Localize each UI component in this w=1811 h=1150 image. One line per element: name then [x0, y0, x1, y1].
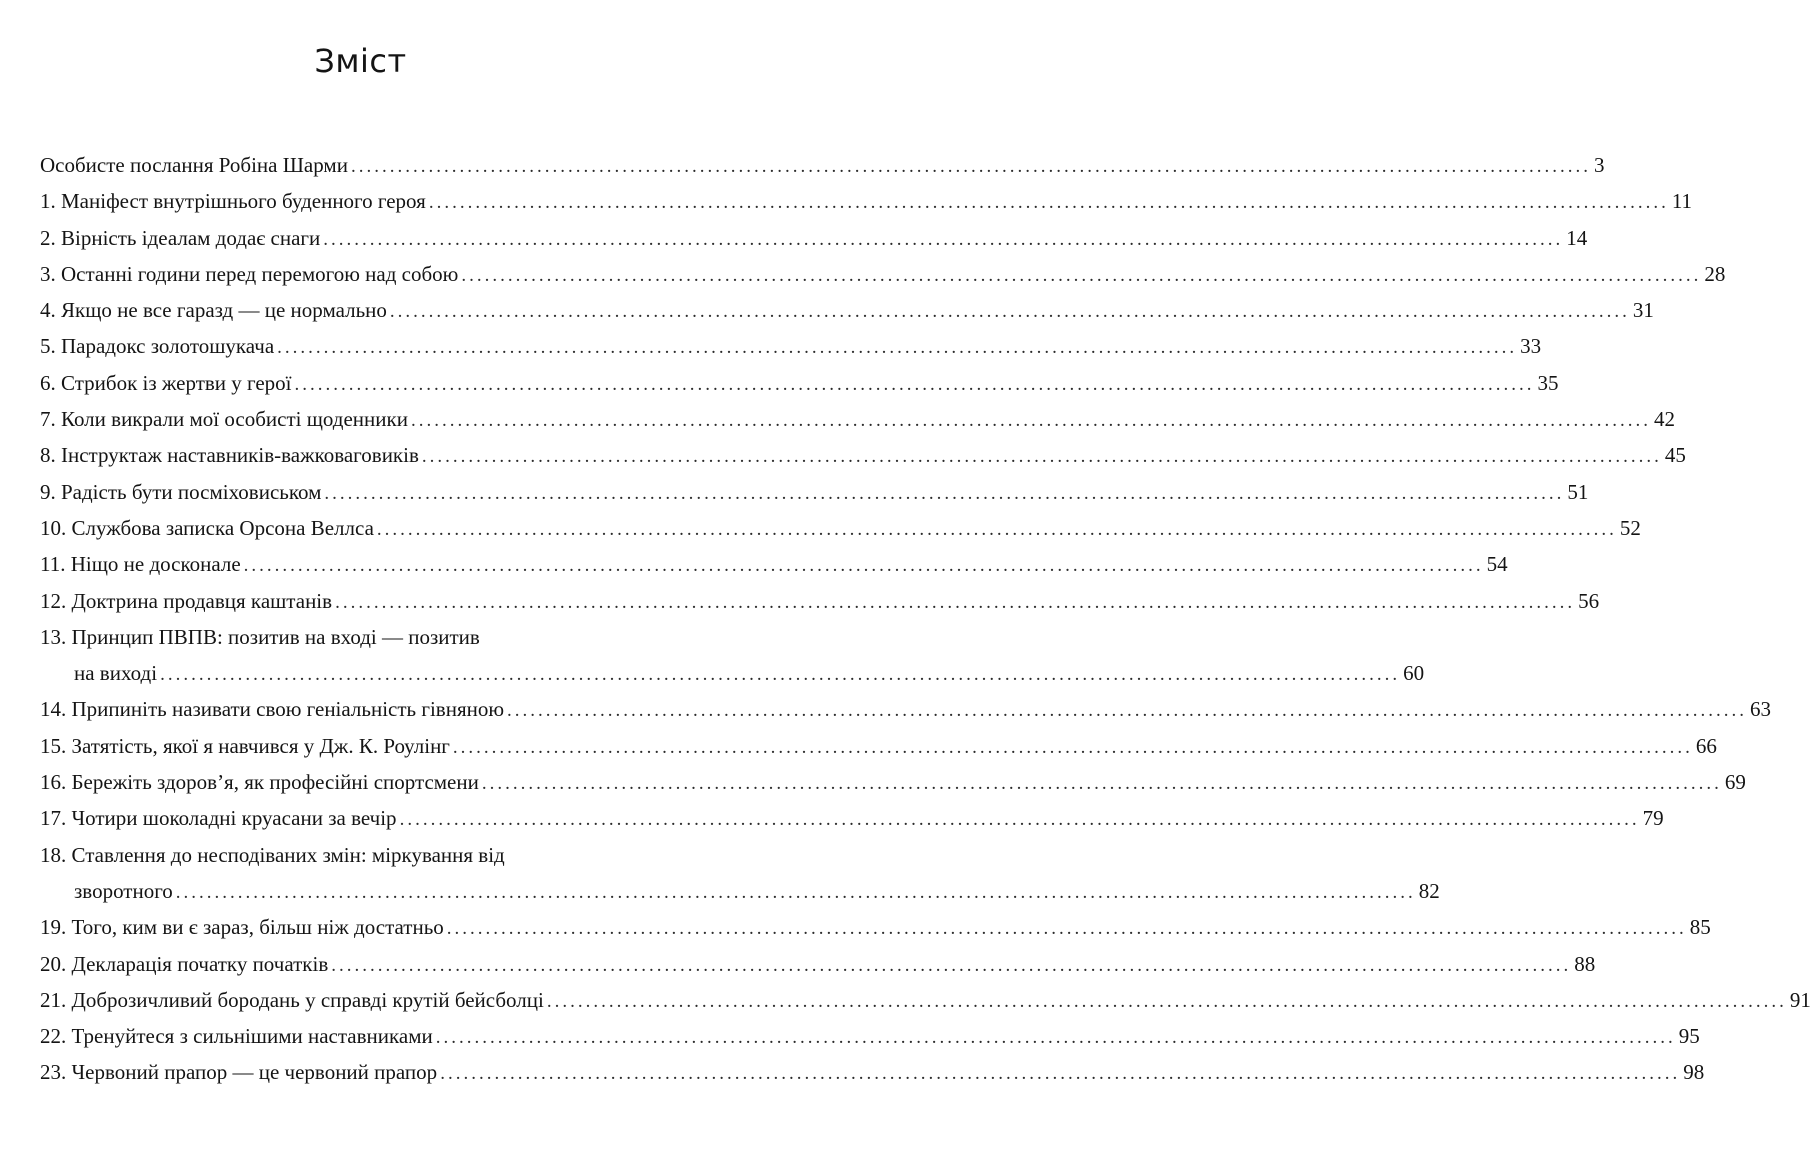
dot-leader: ................................................................................................................................................................	[335, 591, 1576, 613]
dot-leader: ................................................................................................................................................................	[435, 1027, 1676, 1049]
dot-leader: ................................................................................................................................................................	[452, 736, 1693, 758]
toc-entry-title: 9. Радість бути посміховиськом	[40, 479, 322, 504]
dot-leader: ................................................................................................................................................................	[399, 809, 1640, 831]
toc-page-number: 3	[1593, 153, 1605, 177]
toc-page-number: 60	[1403, 661, 1425, 686]
toc-entry-title: 23. Червоний прапор — це червоний прапор	[40, 1060, 438, 1085]
dot-leader: ................................................................................................................................................................	[243, 555, 1484, 577]
toc-entry-title: 2. Вірність ідеалам додає снаги	[40, 225, 321, 250]
toc-entry	[40, 328, 1542, 364]
toc-entry	[40, 764, 1746, 800]
toc-entry	[40, 691, 1772, 727]
toc-entry	[40, 147, 1605, 183]
toc-list	[40, 147, 1811, 1091]
toc-page-number: 56	[1578, 588, 1600, 613]
toc-page-number: 91	[1789, 987, 1811, 1012]
dot-leader: ................................................................................................................................................................	[507, 700, 1748, 722]
toc-page-number: 33	[1520, 334, 1542, 359]
toc-entry-title: 4. Якщо не все гаразд — це нормально	[40, 298, 387, 323]
toc-page-number: 88	[1574, 951, 1596, 976]
toc-entry-title: 17. Чотири шоколадні круасани за вечір	[40, 806, 397, 831]
toc-entry	[40, 437, 1686, 473]
toc-entry	[40, 546, 1508, 582]
dot-leader: ................................................................................................................................................................	[277, 337, 1518, 359]
dot-leader: ................................................................................................................................................................	[294, 373, 1535, 395]
dot-leader: ................................................................................................................................................................	[324, 482, 1565, 504]
toc-entry	[40, 1018, 1700, 1054]
dot-leader: ................................................................................................................................................................	[376, 518, 1617, 540]
toc-page-number: 28	[1704, 261, 1726, 286]
toc-page-number: 14	[1566, 225, 1588, 250]
dot-leader: ................................................................................................................................................................	[350, 156, 1591, 177]
toc-entry	[40, 800, 1664, 836]
toc-entry-title: 20. Декларація початку початків	[40, 951, 329, 976]
toc-entry	[40, 583, 1600, 619]
toc-entry	[40, 837, 1440, 910]
toc-entry-title: 8. Інструктаж наставників-важковаговиків	[40, 443, 419, 468]
toc-entry-title: 10. Службова записка Орсона Веллса	[40, 515, 374, 540]
toc-entry	[40, 510, 1641, 546]
toc-entry	[40, 220, 1588, 256]
dot-leader: ................................................................................................................................................................	[428, 192, 1669, 214]
dot-leader: ................................................................................................................................................................	[323, 228, 1564, 250]
dot-leader: ................................................................................................................................................................	[440, 1063, 1681, 1085]
toc-entry-title: 21. Доброзичливий бородань у справді крутій бейсболці	[40, 987, 544, 1012]
dot-leader: ................................................................................................................................................................	[160, 664, 1401, 686]
toc-entry	[40, 619, 1425, 692]
toc-entry-title: Особисте послання Робіна Шарми	[40, 153, 348, 177]
toc-page-number: 45	[1664, 443, 1686, 468]
toc-page-number: 42	[1653, 407, 1675, 432]
dot-leader: ................................................................................................................................................................	[446, 918, 1687, 940]
toc-entry-title-continued: зворотного	[74, 878, 173, 903]
toc-page-number: 54	[1486, 552, 1508, 577]
toc-page-number: 95	[1678, 1024, 1700, 1049]
dot-leader: ................................................................................................................................................................	[421, 446, 1662, 468]
page-title: Зміст	[314, 42, 407, 80]
toc-page-number: 35	[1537, 370, 1559, 395]
toc-entry-title: 1. Маніфест внутрішнього буденного героя	[40, 189, 426, 214]
toc-page-number: 69	[1724, 770, 1746, 795]
toc-entry	[40, 982, 1811, 1018]
dot-leader: ................................................................................................................................................................	[410, 410, 1651, 432]
toc-entry-title: 16. Бережіть здоров’я, як професійні спортсмени	[40, 770, 479, 795]
toc-entry-title: 14. Припиніть називати свою геніальність гівняною	[40, 697, 505, 722]
toc-page-number: 11	[1671, 189, 1693, 214]
dot-leader: ................................................................................................................................................................	[389, 301, 1630, 323]
toc-entry-title: 11. Ніщо не досконале	[40, 552, 241, 577]
toc-entry-title: 13. Принцип ПВПВ: позитив на вході — позитив	[40, 624, 480, 649]
toc-page-number: 66	[1695, 733, 1717, 758]
toc-entry-title-continued: на виході	[74, 661, 158, 686]
toc-page-number: 98	[1683, 1060, 1705, 1085]
toc-entry-title: 5. Парадокс золотошукача	[40, 334, 275, 359]
dot-leader: ................................................................................................................................................................	[546, 990, 1787, 1012]
toc-entry	[40, 183, 1693, 219]
toc-entry	[40, 728, 1717, 764]
toc-entry-title: 19. Того, ким ви є зараз, більш ніж достатньо	[40, 915, 444, 940]
toc-entry-title: 12. Доктрина продавця каштанів	[40, 588, 333, 613]
dot-leader: ................................................................................................................................................................	[481, 773, 1722, 795]
toc-entry	[40, 401, 1675, 437]
toc-entry-title: 15. Затятість, якої я навчився у Дж. К. Роулінг	[40, 733, 450, 758]
toc-page-number: 63	[1750, 697, 1772, 722]
dot-leader: ................................................................................................................................................................	[461, 264, 1702, 286]
toc-page-number: 85	[1689, 915, 1711, 940]
toc-page-number: 82	[1418, 878, 1440, 903]
toc-page-number: 79	[1642, 806, 1664, 831]
toc-entry	[40, 946, 1596, 982]
toc-entry-title: 7. Коли викрали мої особисті щоденники	[40, 407, 408, 432]
toc-entry	[40, 256, 1726, 292]
toc-entry	[40, 365, 1559, 401]
toc-entry	[40, 292, 1654, 328]
toc-entry-title: 18. Ставлення до несподіваних змін: міркування від	[40, 842, 505, 867]
toc-entry-title: 3. Останні години перед перемогою над собою	[40, 261, 459, 286]
toc-page-number: 51	[1567, 479, 1589, 504]
toc-entry	[40, 474, 1589, 510]
toc-entry-title: 6. Стрибок із жертви у герої	[40, 370, 292, 395]
toc-page-number: 52	[1619, 515, 1641, 540]
toc-entry	[40, 909, 1711, 945]
toc-entry-title: 22. Тренуйтеся з сильнішими наставниками	[40, 1024, 433, 1049]
dot-leader: ................................................................................................................................................................	[175, 881, 1416, 903]
toc-entry	[40, 1054, 1705, 1090]
dot-leader: ................................................................................................................................................................	[331, 954, 1572, 976]
toc-page-number: 31	[1632, 298, 1654, 323]
